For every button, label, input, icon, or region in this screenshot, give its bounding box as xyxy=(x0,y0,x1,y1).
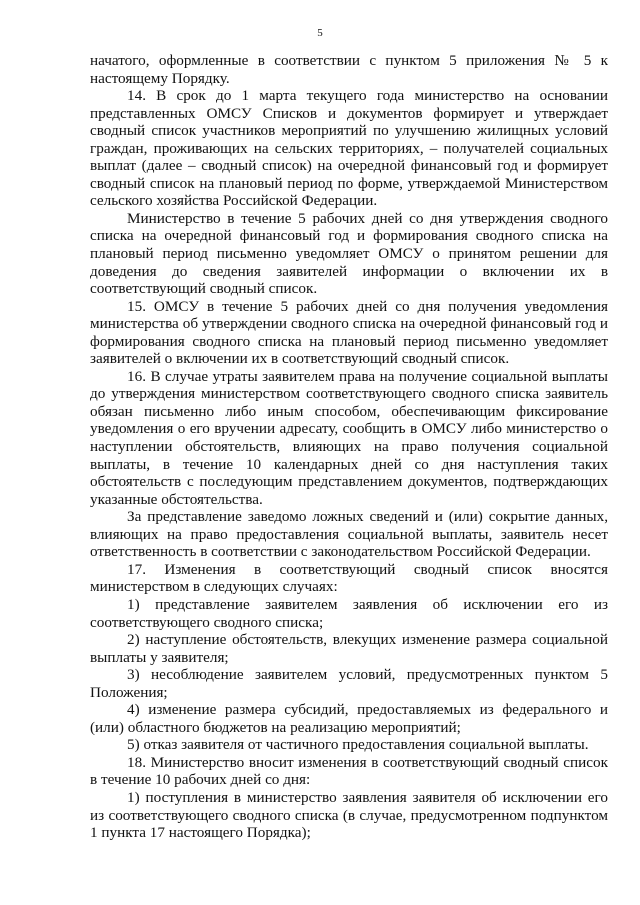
list-item-17-2: 2) наступление обстоятельств, влекущих изменение размера социальной выплаты у заявителя; xyxy=(90,631,608,666)
paragraph-item-18: 18. Министерство вносит изменения в соответствующий сводный список в течение 10 рабочих дней со дня: xyxy=(90,753,608,789)
paragraph-item-17: 17. Изменения в соответствующий сводный список вносятся министерством в следующих случаях: xyxy=(90,560,608,596)
list-item-17-3: 3) несоблюдение заявителем условий, предусмотренных пунктом 5 Положения; xyxy=(90,666,608,701)
list-item-17-1: 1) представление заявителем заявления об исключении его из соответствующего сводного списка; xyxy=(90,595,608,631)
paragraph-item-14: 14. В срок до 1 марта текущего года министерство на основании представленных ОМСУ Списков и документов формирует и утверждает сводный список участников мероприятий по улучшению жилищных условий граждан, проживающих на сельских территориях, – получателей социальных выплат (далее – сводный список) на очередной финансовый год и формирует сводный список на плановый период по форме, утверждаемой Министерством сельского хозяйства Российской Федерации. xyxy=(90,87,608,210)
list-item-17-4: 4) изменение размера субсидий, предоставляемых из федерального и (или) областного бюджетов на реализацию мероприятий; xyxy=(90,701,608,736)
list-item-17-5: 5) отказ заявителя от частичного предоставления социальной выплаты. xyxy=(127,736,589,754)
document-body xyxy=(90,52,608,842)
paragraph-liability: За представление заведомо ложных сведений и (или) сокрытие данных, влияющих на право предоставления социальной выплаты, заявитель несет ответственность в соответствии с законодательством Российской Федерации. xyxy=(90,508,608,561)
paragraph-ministry-notification: Министерство в течение 5 рабочих дней со дня утверждения сводного списка на очередной финансовый год и формирования сводного списка на плановый период письменно уведомляет ОМСУ о принятом решении для доведения до сведения заявителей информации о включении их в соответствующий сводный список. xyxy=(90,209,608,298)
page-number: 5 xyxy=(317,27,323,39)
paragraph-item-16: 16. В случае утраты заявителем права на получение социальной выплаты до утверждения министерством соответствующего сводного списка заявитель обязан письменно либо иным способом, обеспечивающим фиксирование уведомления о его вручении адресату, сообщить в ОМСУ либо министерство о наступлении обстоятельств, влияющих на право получения социальной выплаты, в течение 10 календарных дней со дня наступления таких обстоятельств с последующим представлением документов, подтверждающих указанные обстоятельства. xyxy=(90,367,608,508)
list-item-18-1: 1) поступления в министерство заявления заявителя об исключении его из соответствующего сводного списка (в случае, предусмотренном подпунктом 1 пункта 17 настоящего Порядка); xyxy=(90,788,608,842)
paragraph-continuation: начатого, оформленные в соответствии с пунктом 5 приложения № 5 к настоящему Порядку. xyxy=(90,52,608,87)
paragraph-item-15: 15. ОМСУ в течение 5 рабочих дней со дня получения уведомления министерства об утверждении сводного списка на очередной финансовый год и формирования сводного списка на плановый период письменно уведомляет заявителей о включении их в соответствующий сводный список. xyxy=(90,297,608,368)
